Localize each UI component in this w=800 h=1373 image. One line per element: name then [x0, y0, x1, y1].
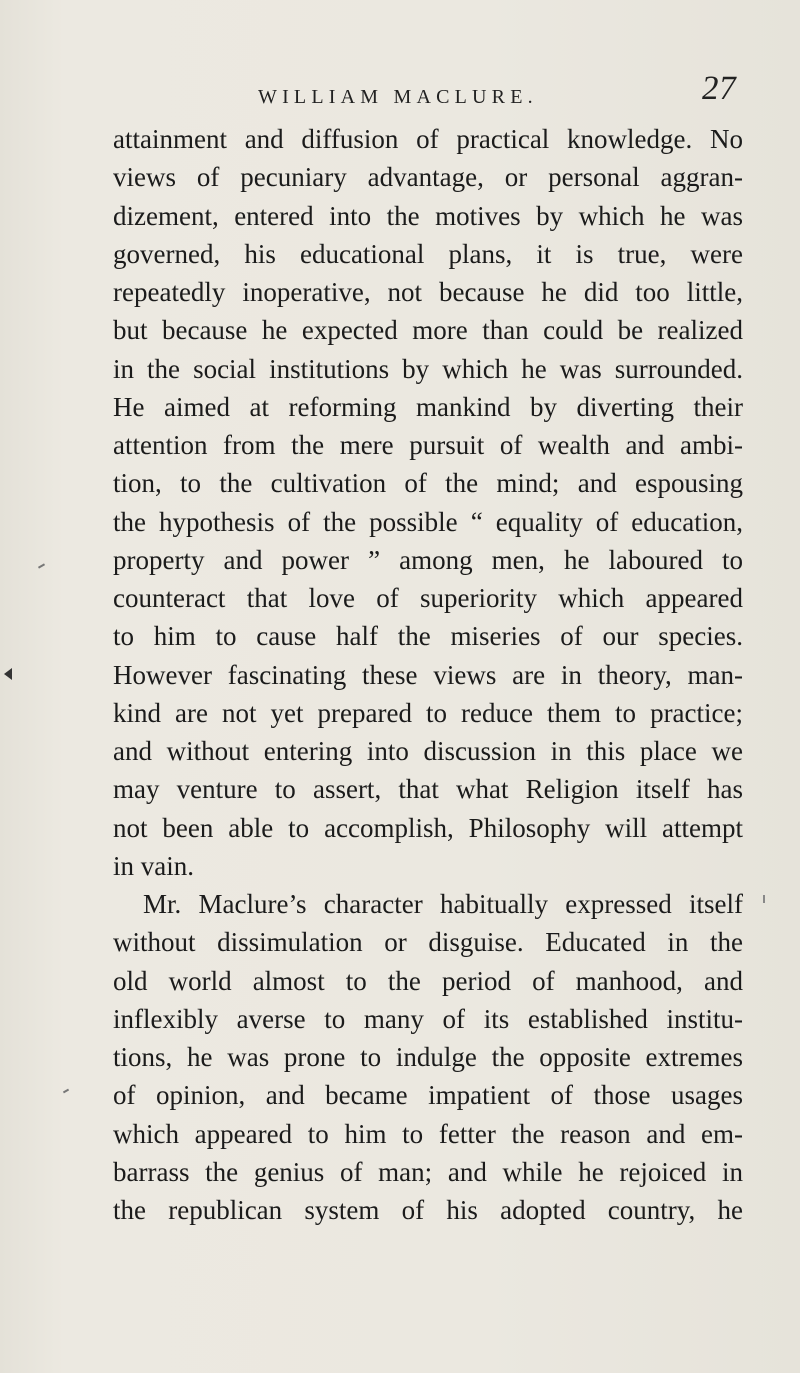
text-line: barrass the genius of man; and while he rejoiced in — [113, 1156, 743, 1187]
margin-tick-mark — [63, 1089, 69, 1094]
text-line: the hypothesis of the possible “ equality of education, — [113, 506, 743, 537]
text-line: of opinion, and became impatient of those usages — [113, 1080, 743, 1111]
text-line: to him to cause half the miseries of our species. — [113, 621, 743, 652]
text-line: counteract that love of superiority which appeared — [113, 583, 743, 613]
text-line: attainment and diffusion of practical knowledge. No — [113, 124, 743, 154]
text-line: inflexibly averse to many of its established institu- — [113, 1003, 743, 1034]
text-line: which appeared to him to fetter the reason and em- — [113, 1118, 743, 1149]
running-head: WILLIAM MACLURE. — [258, 86, 538, 108]
text-line: kind are not yet prepared to reduce them to practice; — [113, 697, 743, 728]
text-line: old world almost to the period of manhood, and — [113, 965, 743, 996]
margin-tick-mark — [763, 895, 765, 903]
text-line: tions, he was prone to indulge the opposite extremes — [113, 1042, 743, 1072]
text-line: in vain. — [113, 850, 194, 881]
text-line: tion, to the cultivation of the mind; and espousing — [113, 468, 743, 499]
text-line: without dissimulation or disguise. Educated in the — [113, 927, 743, 958]
text-line: He aimed at reforming mankind by diverting their — [113, 391, 743, 422]
text-line: Mr. Maclure’s character habitually expressed itself — [143, 889, 743, 919]
text-line: views of pecuniary advantage, or personal aggran- — [113, 162, 743, 193]
text-line: property and power ” among men, he laboured to — [113, 544, 743, 575]
text-line: but because he expected more than could be realized — [113, 315, 743, 346]
margin-arrow-mark — [4, 668, 12, 680]
text-line: repeatedly inoperative, not because he did too little, — [113, 277, 743, 307]
text-line: not been able to accomplish, Philosophy will attempt — [113, 812, 743, 843]
text-line: dizement, entered into the motives by which he was — [113, 200, 743, 231]
page-number: 27 — [699, 70, 739, 107]
body-text — [113, 120, 743, 1229]
text-line: and without entering into discussion in this place we — [113, 736, 743, 766]
text-line: may venture to assert, that what Religion itself has — [113, 774, 743, 805]
text-line: governed, his educational plans, it is true, were — [113, 238, 743, 269]
text-line: attention from the mere pursuit of wealth and ambi- — [113, 430, 743, 460]
text-line: the republican system of his adopted country, he — [113, 1195, 743, 1225]
margin-tick-mark — [38, 563, 45, 568]
text-line: in the social institutions by which he was surrounded. — [113, 353, 743, 384]
text-line: However fascinating these views are in theory, man- — [113, 659, 743, 690]
